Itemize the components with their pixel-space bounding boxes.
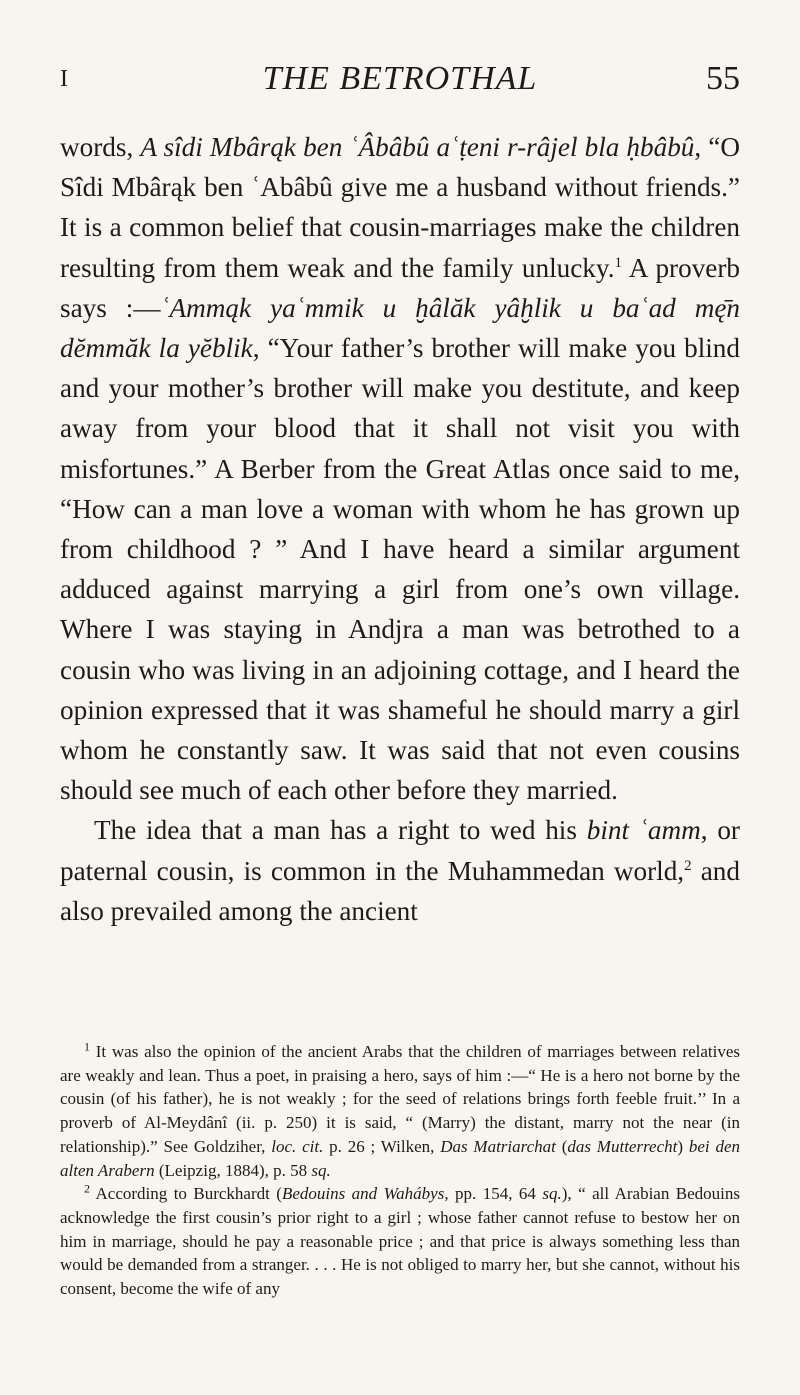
chapter-number: I [60, 66, 68, 92]
footnote-marker: 2 [684, 857, 692, 874]
italic-text: A sîdi Mbârąk ben ʿÂbâbû aʿṭeni r-râjel bla ḥbâbû [140, 132, 695, 162]
italic-text: loc. cit. [271, 1136, 324, 1156]
text-run: p. 26 ; Wilken, [323, 1136, 441, 1156]
running-title: THE BETROTHAL [262, 60, 538, 97]
italic-text: Das Matriarchat [440, 1136, 556, 1156]
text-run: and also prevailed among the ancient [60, 855, 740, 926]
paragraph [60, 810, 740, 931]
paragraph [60, 127, 740, 810]
text-run: The idea that a man has a right to wed his [94, 815, 587, 846]
text-run: It was also the opinion of the ancient Arabs that the children of marriages between relatives are weakly and lean. Thus a poet, in praising a hero, says of him :—“ He is a hero not borne by the cousin (of his father), he is not weakly ; for the seed of relations brings forth feeble fruit.’’ In a proverb of Al-Meydânî (ii. p. 250) it is said, “ (Marry) the distant, marry not the near (in relationship).” See Goldziher, [60, 1042, 740, 1156]
text-run: , “O Sîdi Mbârąk ben ʿAbâbû give me a husband without friends.” It is a common belief that cousin-marriages make the children resulting from them weak and the family unlucky. [60, 132, 740, 283]
footnote-marker: 2 [84, 1181, 90, 1196]
italic-text: das Mutterrecht [567, 1136, 678, 1156]
footnote-marker: 1 [614, 254, 623, 271]
main-text [60, 127, 740, 931]
running-header [60, 60, 740, 110]
italic-text: bei den alten Arabern [60, 1136, 740, 1180]
text-run: (Leipzig, 1884), p. 58 [154, 1160, 312, 1180]
footnotes [60, 1040, 740, 1301]
text-run: According to Burckhardt ( [90, 1184, 282, 1204]
text-run: ), “ all Arabian Bedouins acknowledge the first cousin’s prior right to a girl ; whose father cannot refuse to bestow her on him in marriage, should he pay a reasonable price ; and that price is always something less than would be demanded from a stranger. . . . He is not obliged to marry her, but she cannot, without his consent, become the wife of any [60, 1184, 740, 1299]
italic-text: sq. [542, 1184, 562, 1204]
italic-text: ʿAmmąk yaʿmmik u ḫâlăk yâḫlik u baʿad mę̄n dĕmmăk la yĕblik [60, 292, 740, 364]
text-run: , “Your father’s brother will make you blind and your mother’s brother will make you destitute, and keep away from your blood that it shall not visit you with misfortunes.” A Berber from the Great Atlas once said to me, “How can a man love a woman with whom he has grown up from childhood ? ” And I have heard a similar argument adduced against marrying a girl from one’s own village. Where I was staying in Andjra a man was betrothed to a cousin who was living in an adjoining cottage, and I heard the opinion expressed that it was shameful he should marry a girl whom he constantly saw. It was said that not even cousins should see much of each other before they married. [60, 333, 740, 806]
text-run: A proverb says :— [60, 252, 740, 323]
page-number: 55 [706, 60, 740, 97]
italic-text: sq. [311, 1160, 331, 1180]
footnote-marker: 1 [84, 1039, 90, 1054]
text-run: , or paternal cousin, is common in the Muhammedan world, [60, 815, 740, 886]
text-run: ) [677, 1136, 689, 1156]
footnote [60, 1182, 740, 1301]
footnote [60, 1040, 740, 1182]
italic-text: bint ʿamm [586, 815, 701, 846]
italic-text: Bedouins and Wahábys [281, 1184, 445, 1204]
text-run: ( [555, 1136, 568, 1156]
text-run: words, [60, 132, 141, 162]
text-run: , pp. 154, 64 [444, 1184, 543, 1204]
